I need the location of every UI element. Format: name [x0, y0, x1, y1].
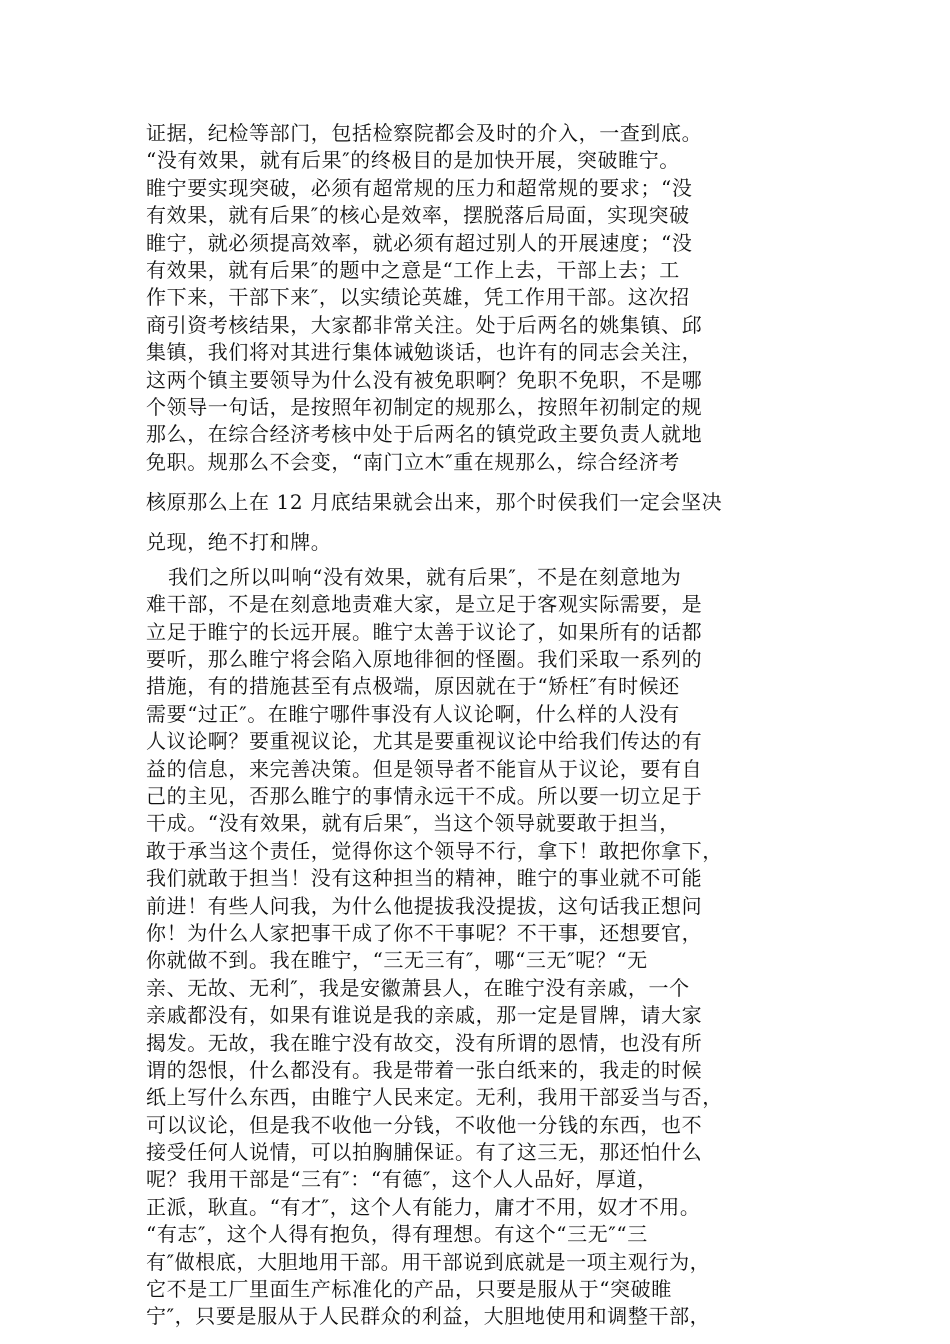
- text-line: 需要“过正″。在睢宁哪件事没有人议论啊，什么样的人没有: [146, 701, 680, 726]
- text-line: 睢宁要实现突破，必须有超常规的压力和超常规的要求；“没: [146, 175, 693, 200]
- text-line: 兑现，绝不打和牌。: [146, 530, 332, 555]
- paragraph-first-line: 我们之所以叫响“没有效果，就有后果″，不是在刻意地为: [168, 564, 682, 589]
- text-line: 可以议论，但是我不收他一分钱，不收他一分钱的东西，也不: [146, 1112, 703, 1137]
- text-line: 睢宁，就必须提高效率，就必须有超过别人的开展速度；“没: [146, 230, 693, 255]
- text-line: 核原那么上在 12 月底结果就会出来，那个时侯我们一定会坚决: [146, 490, 723, 515]
- text-line: 证据，纪检等部门，包括检察院都会及时的介入，一查到底。: [146, 121, 703, 145]
- text-line: 这两个镇主要领导为什么没有被免职啊？免职不免职，不是哪: [146, 367, 703, 392]
- text-line: “有志″，这个人得有抱负，得有理想。有这个“三无″“三: [146, 1222, 648, 1247]
- text-line: 你就做不到。我在睢宁，“三无三有″，哪“三无″呢？“无: [146, 948, 648, 973]
- text-line: “没有效果，就有后果″的终极目的是加快开展，突破睢宁。: [146, 148, 680, 173]
- text-line: 接受任何人说情，可以拍胸脯保证。有了这三无，那还怕什么: [146, 1140, 703, 1165]
- text-line: 你！为什么人家把事干成了你不干事呢？不干事，还想要官，: [146, 920, 703, 945]
- text-line: 作下来，干部下来″，以实绩论英雄，凭工作用干部。这次招: [146, 285, 690, 310]
- text-line: 呢？我用干部是“三有″：“有德″，这个人人品好，厚道，: [146, 1167, 658, 1192]
- text-line: 有效果，就有后果″的题中之意是“工作上去，干部上去；工: [146, 257, 680, 282]
- text-line: 亲戚都没有，如果有谁说是我的亲戚，那一定是冒牌，请大家: [146, 1003, 703, 1028]
- text-line: 纸上写什么东西，由睢宁人民来定。无利，我用干部妥当与否，: [146, 1085, 723, 1110]
- document-page: [146, 120, 846, 1331]
- text-line: 它不是工厂里面生产标准化的产品，只要是服从于“突破睢: [146, 1277, 672, 1302]
- text-line: 集镇，我们将对其进行集体诫勉谈话，也许有的同志会关注，: [146, 340, 703, 365]
- text-line: 要听，那么睢宁将会陷入原地徘徊的怪圈。我们采取一系列的: [146, 647, 703, 672]
- text-line: 难干部，不是在刻意地责难大家，是立足于客观实际需要，是: [146, 592, 703, 617]
- text-line: 商引资考核结果，大家都非常关注。处于后两名的姚集镇、邱: [146, 312, 703, 337]
- text-line: 己的主见，否那么睢宁的事情永远干不成。所以要一切立足于: [146, 783, 703, 808]
- text-line: 那么，在综合经济考核中处于后两名的镇党政主要负责人就地: [146, 422, 703, 447]
- text-line: 有效果，就有后果″的核心是效率，摆脱落后局面，实现突破: [146, 203, 690, 228]
- text-line: 免职。规那么不会变，“南门立木″重在规那么，综合经济考: [146, 449, 680, 474]
- text-line: 宁″，只要是服从于人民群众的利益，大胆地使用和调整干部，: [146, 1304, 711, 1329]
- text-line: 我们就敢于担当！没有这种担当的精神，睢宁的事业就不可能: [146, 866, 703, 891]
- text-line: 干成。“没有效果，就有后果″，当这个领导就要敢于担当，: [146, 811, 680, 836]
- text-line: 措施，有的措施甚至有点极端，原因就在于“矫枉″有时候还: [146, 674, 680, 699]
- text-line: 揭发。无故，我在睢宁没有故交，没有所谓的恩情，也没有所: [146, 1030, 703, 1055]
- text-line: 人议论啊？要重视议论，尤其是要重视议论中给我们传达的有: [146, 729, 703, 754]
- text-line: 立足于睢宁的长远开展。睢宁太善于议论了，如果所有的话都: [146, 619, 703, 644]
- text-line: 敢于承当这个责任，觉得你这个领导不行，拿下！敢把你拿下，: [146, 838, 723, 863]
- text-line: 谓的怨恨，什么都没有。我是带着一张白纸来的，我走的时候: [146, 1057, 703, 1082]
- text-line: 个领导一句话，是按照年初制定的规那么，按照年初制定的规: [146, 394, 703, 419]
- text-line: 益的信息，来完善决策。但是领导者不能盲从于议论，要有自: [146, 756, 703, 781]
- text-line: 正派，耿直。“有才″，这个人有能力，庸才不用，奴才不用。: [146, 1194, 701, 1219]
- text-line: 亲、无故、无利″，我是安徽萧县人，在睢宁没有亲戚，一个: [146, 975, 690, 1000]
- text-line: 前进！有些人问我，为什么他提拔我没提拔，这句话我正想问: [146, 893, 703, 918]
- text-line: 有″做根底，大胆地用干部。用干部说到底就是一项主观行为，: [146, 1249, 711, 1274]
